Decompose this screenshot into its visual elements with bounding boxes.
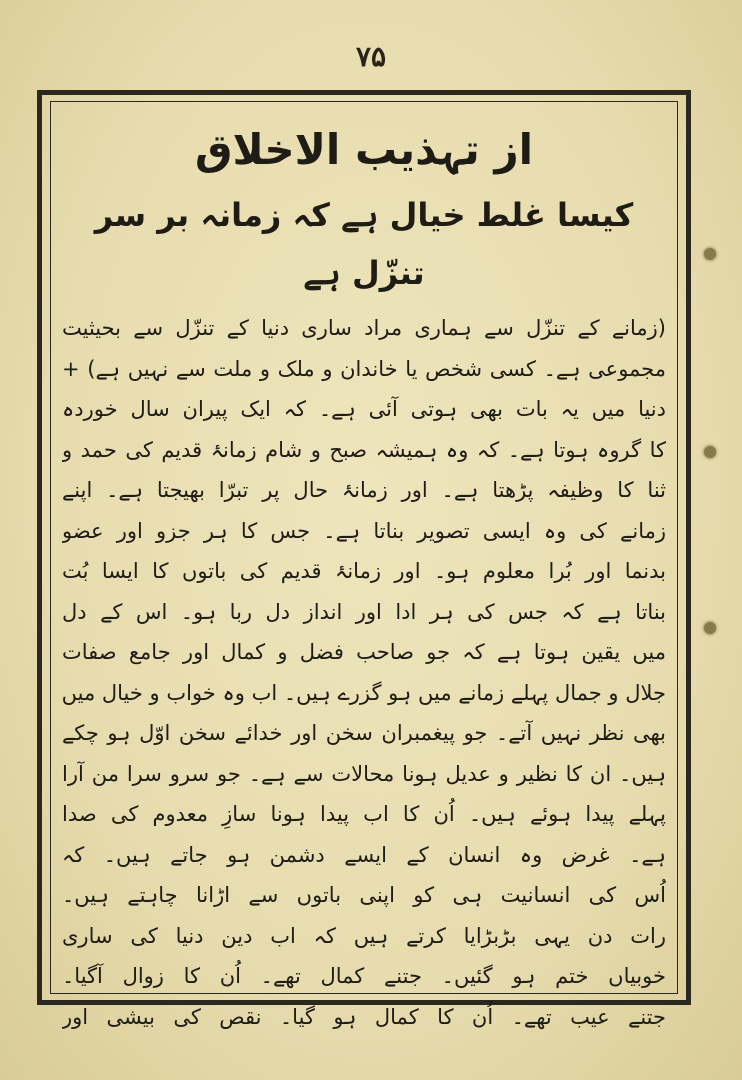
- text-line: خوبیاں ختم ہو گئیں۔ جتنے کمال تھے۔ اُن کا زوال آگیا۔: [62, 964, 666, 988]
- binding-hole: [704, 622, 716, 634]
- text-block: [62, 110, 666, 1029]
- text-line: بھی نظر نہیں آتے۔ جو پیغمبران سخن اور خدائے سخن اوّل ہو چکے: [62, 721, 666, 745]
- text-line: ثنا کا وظیفہ پڑھتا ہے۔ اور زمانۂ حال پر تبرّا بھیجتا ہے۔ اپنے: [62, 478, 666, 502]
- text-line: اُس کی انسانیت ہی کو اپنی باتوں سے اڑانا چاہتے ہیں۔: [62, 883, 666, 907]
- page-number: ۷۵: [355, 40, 387, 73]
- text-line: میں یقین ہوتا ہے کہ جو صاحب فضل و کمال اور جامع صفات: [62, 640, 666, 664]
- page-subheading: کیسا غلط خیال ہے کہ زمانہ بر سر تنزّل ہے: [94, 196, 634, 292]
- binding-hole: [704, 248, 716, 260]
- text-line: جلال و جمال پہلے زمانے میں ہو گزرے ہیں۔ اب وہ خواب و خیال میں: [62, 680, 666, 705]
- text-line: رات دن یہی بڑبڑایا کرتے ہیں کہ اب دین دنیا کی ساری: [62, 923, 666, 948]
- text-line: زمانے کی وہ ایسی تصویر بناتا ہے۔ جس کا ہر جزو اور عضو: [62, 518, 666, 543]
- text-line: بناتا ہے کہ جس کی ہر ادا اور انداز دل ربا ہو۔ اس کے دل: [62, 599, 666, 624]
- text-line: کا گروہ ہوتا ہے۔ کہ وہ ہمیشہ صبح و شام زمانۂ قدیم کی حمد و: [62, 437, 666, 462]
- text-line: ہے۔ غرض وہ انسان کے ایسے دشمن ہو جاتے ہیں۔ کہ: [62, 842, 666, 867]
- body-text: [62, 308, 666, 1037]
- text-line: دنیا میں یہ بات بھی ہوتی آئی ہے۔ کہ ایک پیران سال خوردہ: [62, 397, 666, 421]
- text-line: جتنے عیب تھے۔ اُن کا کمال ہو گیا۔ نقص کی بیشی اور: [62, 1004, 666, 1029]
- text-line: مجموعی ہے۔ کسی شخص یا خاندان و ملک و ملت سے نہیں ہے) +: [62, 356, 666, 381]
- text-line: (زمانے کے تنزّل سے ہماری مراد ساری دنیا کے تنزّل سے بحیثیت: [62, 316, 666, 340]
- text-line: پہلے پیدا ہوئے ہیں۔ اُن کا اب پیدا ہونا سازِ معدوم کی صدا: [62, 802, 666, 826]
- text-line: بدنما اور بُرا معلوم ہو۔ اور زمانۂ قدیم کی باتوں کا ایسا بُت: [62, 559, 666, 583]
- page-heading: از تہذیب الاخلاق: [194, 125, 534, 174]
- text-line: ہیں۔ ان کا نظیر و عدیل ہونا محالات سے ہے۔ جو سرو سرا من آرا: [62, 761, 666, 786]
- binding-hole: [704, 446, 716, 458]
